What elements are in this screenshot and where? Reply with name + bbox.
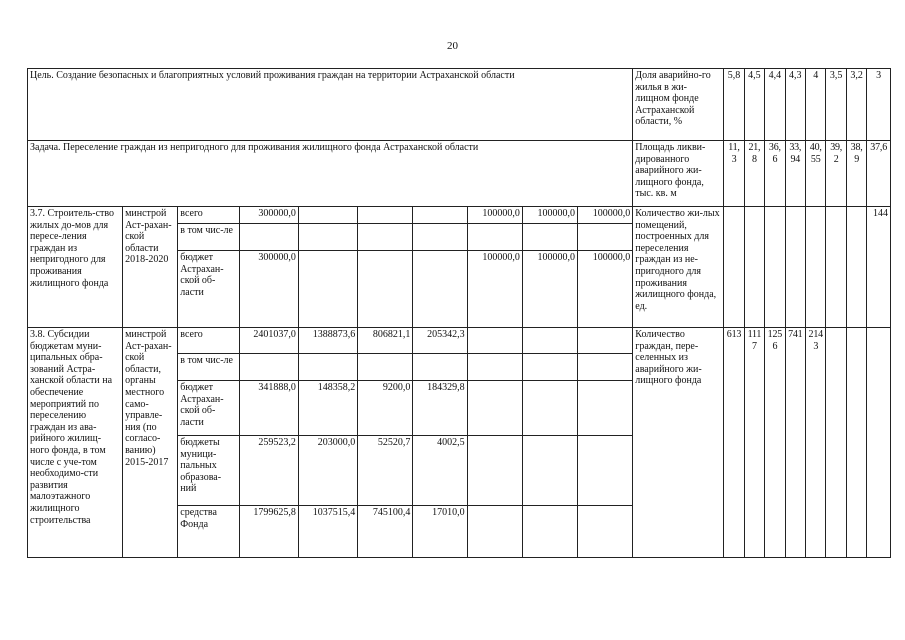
- item38-ind-value: 2143: [806, 328, 826, 558]
- item38-value: [578, 381, 633, 436]
- task-value: 40,55: [806, 141, 826, 207]
- item37-ind-value: [724, 207, 744, 328]
- item38-value: [522, 328, 577, 354]
- item38-ind-value: 741: [785, 328, 805, 558]
- item38-ind-value: 1256: [765, 328, 785, 558]
- item37-value: [358, 207, 413, 224]
- item38-value: 259523,2: [239, 436, 298, 506]
- item37-value: 100000,0: [578, 251, 633, 328]
- goal-indicator: Доля аварийно-го жилья в жи-лищном фонде Астраханской области, %: [633, 69, 724, 141]
- item38-value: [578, 506, 633, 558]
- goal-value: 4,5: [744, 69, 764, 141]
- item37-value: [358, 224, 413, 251]
- item38-value: 9200,0: [358, 381, 413, 436]
- item37-value: [413, 224, 467, 251]
- item37-ind-value: [744, 207, 764, 328]
- item37-value: [467, 224, 522, 251]
- task-value: 21,8: [744, 141, 764, 207]
- item38-source: всего: [178, 328, 239, 354]
- item37-value: 100000,0: [522, 207, 577, 224]
- item37-value: [413, 251, 467, 328]
- goal-row: [28, 69, 891, 141]
- item38-value: [522, 381, 577, 436]
- item38-name: 3.8. Субсидии бюджетам муни-ципальных обра-зований Астра-ханской области на обеспечение мероприятий по переселению граждан из ава-рийного жилищ-ного фонда, в том числе с уче-том необходимо-сти развития малоэтажного жилищного строительства: [28, 328, 123, 558]
- item38-value: 148358,2: [298, 381, 357, 436]
- item38-value: [578, 328, 633, 354]
- item37-name: 3.7. Строитель-ство жилых до-мов для пересе-ления граждан из непригодного для проживания жилищного фонда: [28, 207, 123, 328]
- goal-value: 3,5: [826, 69, 846, 141]
- item37-value: 300000,0: [239, 207, 298, 224]
- task-text: Задача. Переселение граждан из непригодного для проживания жилищного фонда Астраханской области: [28, 141, 633, 207]
- item38-source: бюджет Астрахан-ской об-ласти: [178, 381, 239, 436]
- item37-ind-value: [846, 207, 866, 328]
- item38-value: 1388873,6: [298, 328, 357, 354]
- item38-row-total: [28, 328, 891, 354]
- item38-value: [467, 381, 522, 436]
- item37-ind-value: 144: [867, 207, 891, 328]
- item38-source: в том чис-ле: [178, 354, 239, 381]
- item37-value: [298, 207, 357, 224]
- item37-value: 100000,0: [522, 251, 577, 328]
- item37-value: [298, 251, 357, 328]
- goal-value: 5,8: [724, 69, 744, 141]
- item38-value: [467, 436, 522, 506]
- task-value: 37,6: [867, 141, 891, 207]
- task-value: 38,9: [846, 141, 866, 207]
- item37-ind-value: [785, 207, 805, 328]
- item38-value: [298, 354, 357, 381]
- item37-value: 300000,0: [239, 251, 298, 328]
- item37-executor: минстрой Аст-рахан-ской области 2018-2020: [123, 207, 178, 328]
- item37-value: [239, 224, 298, 251]
- item38-value: 52520,7: [358, 436, 413, 506]
- item38-value: 4002,5: [413, 436, 467, 506]
- item37-row-total: [28, 207, 891, 224]
- item38-ind-value: [867, 328, 891, 558]
- item38-value: [522, 506, 577, 558]
- item38-source: бюджеты муници-пальных образова-ний: [178, 436, 239, 506]
- task-value: 36,6: [765, 141, 785, 207]
- goal-value: 3,2: [846, 69, 866, 141]
- item38-value: 184329,8: [413, 381, 467, 436]
- item38-source: средства Фонда: [178, 506, 239, 558]
- item38-value: 1799625,8: [239, 506, 298, 558]
- goal-value: 4,3: [785, 69, 805, 141]
- item38-value: [578, 354, 633, 381]
- item38-value: [522, 354, 577, 381]
- page-number: 20: [447, 40, 458, 52]
- item38-indicator: Количество граждан, пере-селенных из аварийного жи-лищного фонда: [633, 328, 724, 558]
- item37-value: 100000,0: [467, 251, 522, 328]
- item38-value: 2401037,0: [239, 328, 298, 354]
- task-value: 39,2: [826, 141, 846, 207]
- item37-ind-value: [806, 207, 826, 328]
- item37-value: [578, 224, 633, 251]
- item37-ind-value: [765, 207, 785, 328]
- item38-value: 17010,0: [413, 506, 467, 558]
- goal-text: Цель. Создание безопасных и благоприятных условий проживания граждан на территории Астраханской области: [28, 69, 633, 141]
- item38-value: [358, 354, 413, 381]
- item37-value: [298, 224, 357, 251]
- item37-value: [522, 224, 577, 251]
- item37-value: 100000,0: [578, 207, 633, 224]
- item38-value: [522, 436, 577, 506]
- item37-ind-value: [826, 207, 846, 328]
- task-value: 33,94: [785, 141, 805, 207]
- item38-ind-value: 1117: [744, 328, 764, 558]
- item37-source: бюджет Астрахан-ской об-ласти: [178, 251, 239, 328]
- goal-value: 4: [806, 69, 826, 141]
- item38-value: [467, 506, 522, 558]
- program-table: [27, 68, 891, 558]
- item37-source: в том чис-ле: [178, 224, 239, 251]
- item38-executor: минстрой Аст-рахан-ской области, органы местного само-управле-ния (по согласо-ванию) 2015-2017: [123, 328, 178, 558]
- task-row: [28, 141, 891, 207]
- item37-value: [413, 207, 467, 224]
- item38-value: 745100,4: [358, 506, 413, 558]
- item38-ind-value: [826, 328, 846, 558]
- item38-value: [578, 436, 633, 506]
- task-indicator: Площадь ликви-дированного аварийного жи-лищного фонда, тыс. кв. м: [633, 141, 724, 207]
- item38-value: 1037515,4: [298, 506, 357, 558]
- item38-value: [413, 354, 467, 381]
- item38-ind-value: [846, 328, 866, 558]
- task-value: 11,3: [724, 141, 744, 207]
- item38-value: [239, 354, 298, 381]
- item37-value: 100000,0: [467, 207, 522, 224]
- item38-value: [467, 354, 522, 381]
- item37-indicator: Количество жи-лых помещений, построенных для переселения граждан из не-пригодного для проживания жилищного фонда, ед.: [633, 207, 724, 328]
- item38-value: 203000,0: [298, 436, 357, 506]
- item38-value: 205342,3: [413, 328, 467, 354]
- goal-value: 4,4: [765, 69, 785, 141]
- item38-ind-value: 613: [724, 328, 744, 558]
- item37-source: всего: [178, 207, 239, 224]
- item38-value: [467, 328, 522, 354]
- item38-value: 341888,0: [239, 381, 298, 436]
- goal-value: 3: [867, 69, 891, 141]
- item38-value: 806821,1: [358, 328, 413, 354]
- item37-value: [358, 251, 413, 328]
